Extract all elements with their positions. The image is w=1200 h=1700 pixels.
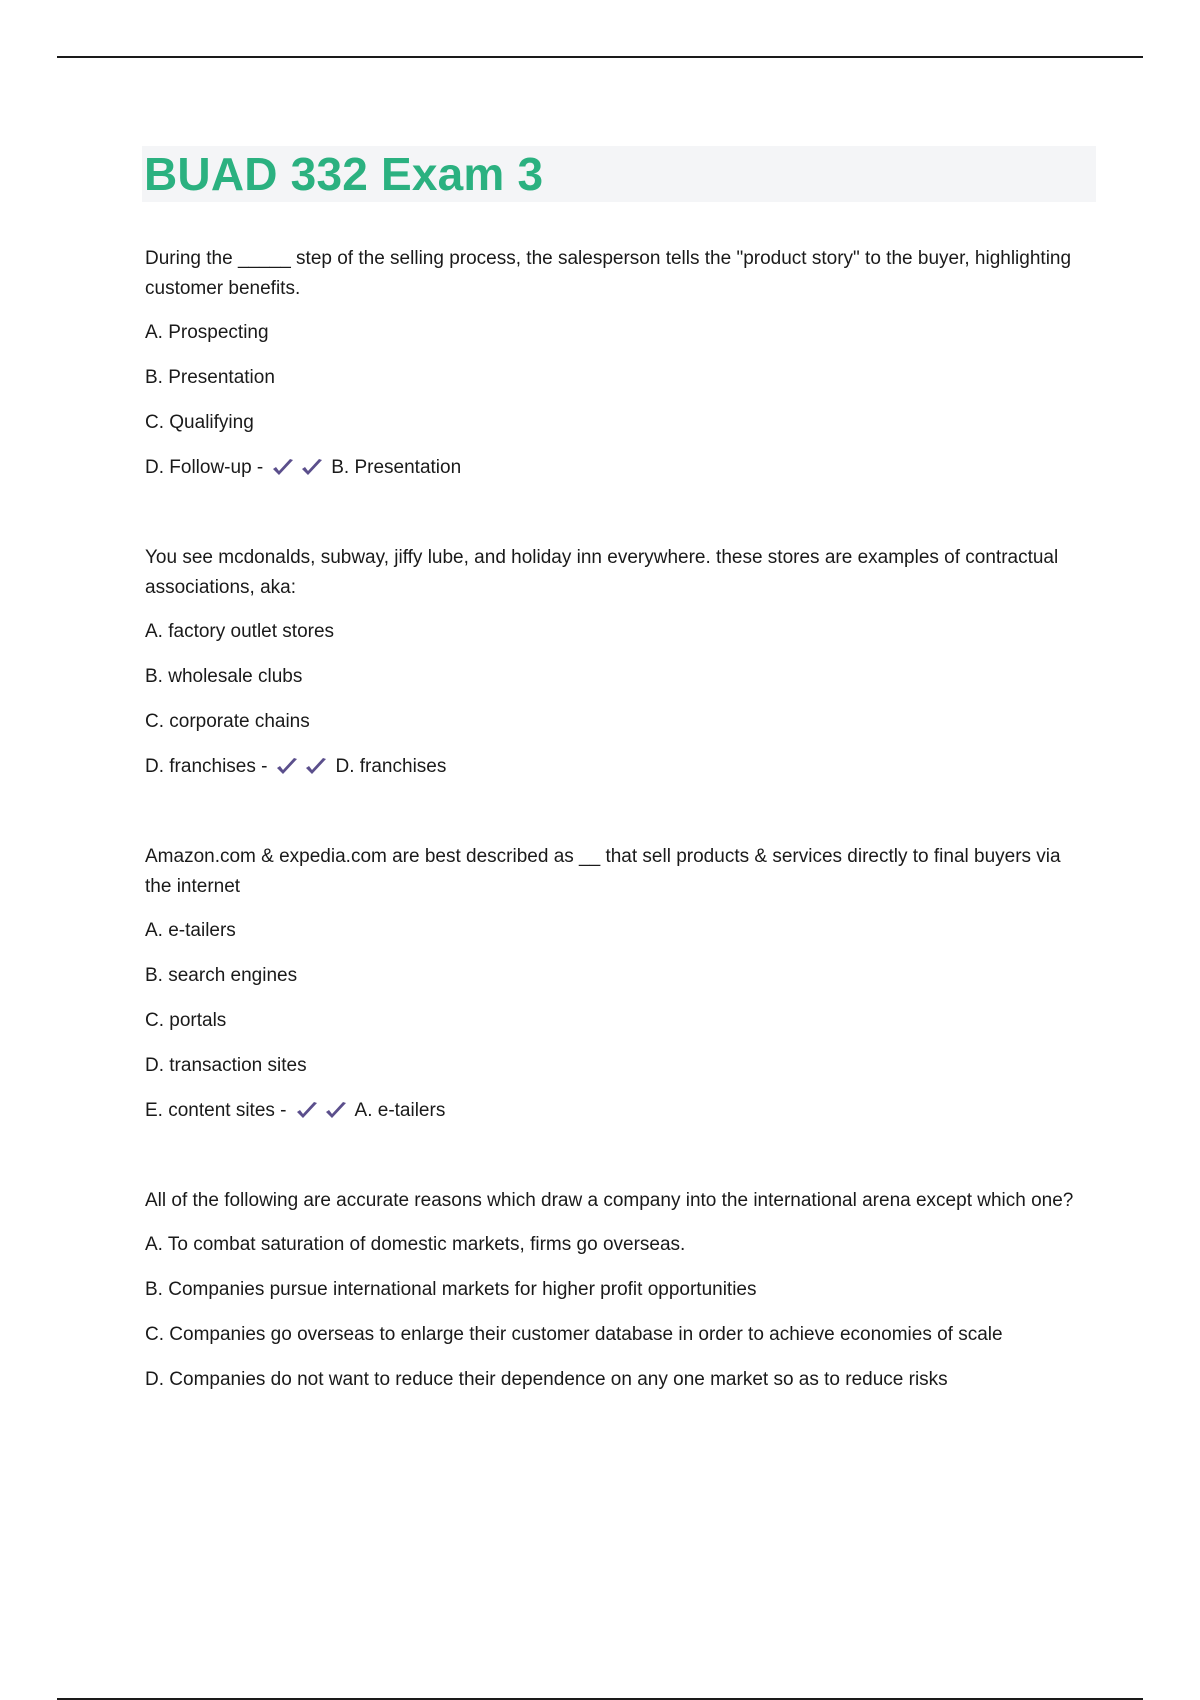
question-block <box>145 244 1090 483</box>
answer-option: A. factory outlet stores <box>145 621 335 642</box>
checkmark-icon <box>324 1099 348 1123</box>
top-rule <box>57 56 1143 58</box>
checkmark-icon <box>295 1099 319 1123</box>
answer-option: B. search engines <box>145 965 298 986</box>
answer-checks <box>295 1099 353 1123</box>
document-body <box>145 146 1090 1410</box>
answer-option: C. Qualifying <box>145 412 254 433</box>
question-text: During the _____ step of the selling process, the salesperson tells the "product story" to the buyer, highlighting customer benefits. <box>145 248 1072 299</box>
checkmark-icon <box>275 755 299 779</box>
answer-option: A. Prospecting <box>145 322 269 343</box>
question-block <box>145 543 1090 782</box>
question-block <box>145 842 1090 1126</box>
checkmark-icon <box>271 456 295 480</box>
answer-option: D. franchises - <box>145 756 268 777</box>
answer-option: C. Companies go overseas to enlarge their customer database in order to achieve economies of scale <box>145 1324 1003 1345</box>
correct-answer: A. e-tailers <box>354 1100 446 1121</box>
answer-option: D. Follow-up - <box>145 457 264 478</box>
question-text: You see mcdonalds, subway, jiffy lube, and holiday inn everywhere. these stores are examples of contractual associations, aka: <box>145 547 1059 598</box>
answer-option: C. corporate chains <box>145 711 310 732</box>
answer-option: D. Companies do not want to reduce their dependence on any one market so as to reduce risks <box>145 1369 948 1390</box>
answer-option: A. e-tailers <box>145 920 236 941</box>
page-title: BUAD 332 Exam 3 <box>144 148 544 200</box>
answer-option: B. wholesale clubs <box>145 666 303 687</box>
checkmark-icon <box>304 755 328 779</box>
answer-option: D. transaction sites <box>145 1055 307 1076</box>
checkmark-icon <box>300 456 324 480</box>
correct-answer: D. franchises <box>335 756 447 777</box>
answer-option: A. To combat saturation of domestic markets, firms go overseas. <box>145 1234 686 1255</box>
answer-line <box>145 1096 1090 1126</box>
answer-option: B. Presentation <box>145 367 275 388</box>
title-bar <box>142 146 1096 202</box>
question-block <box>145 1186 1090 1395</box>
correct-answer: B. Presentation <box>331 457 462 478</box>
answer-checks <box>271 456 329 480</box>
question-text: Amazon.com & expedia.com are best described as __ that sell products & services directly to final buyers via the internet <box>145 846 1061 897</box>
answer-line <box>145 752 1090 782</box>
answer-checks <box>275 755 333 779</box>
answer-option: E. content sites - <box>145 1100 287 1121</box>
question-text: All of the following are accurate reasons which draw a company into the international arena except which one? <box>145 1190 1074 1211</box>
answer-option: B. Companies pursue international markets for higher profit opportunities <box>145 1279 757 1300</box>
answer-line <box>145 453 1090 483</box>
answer-option: C. portals <box>145 1010 227 1031</box>
